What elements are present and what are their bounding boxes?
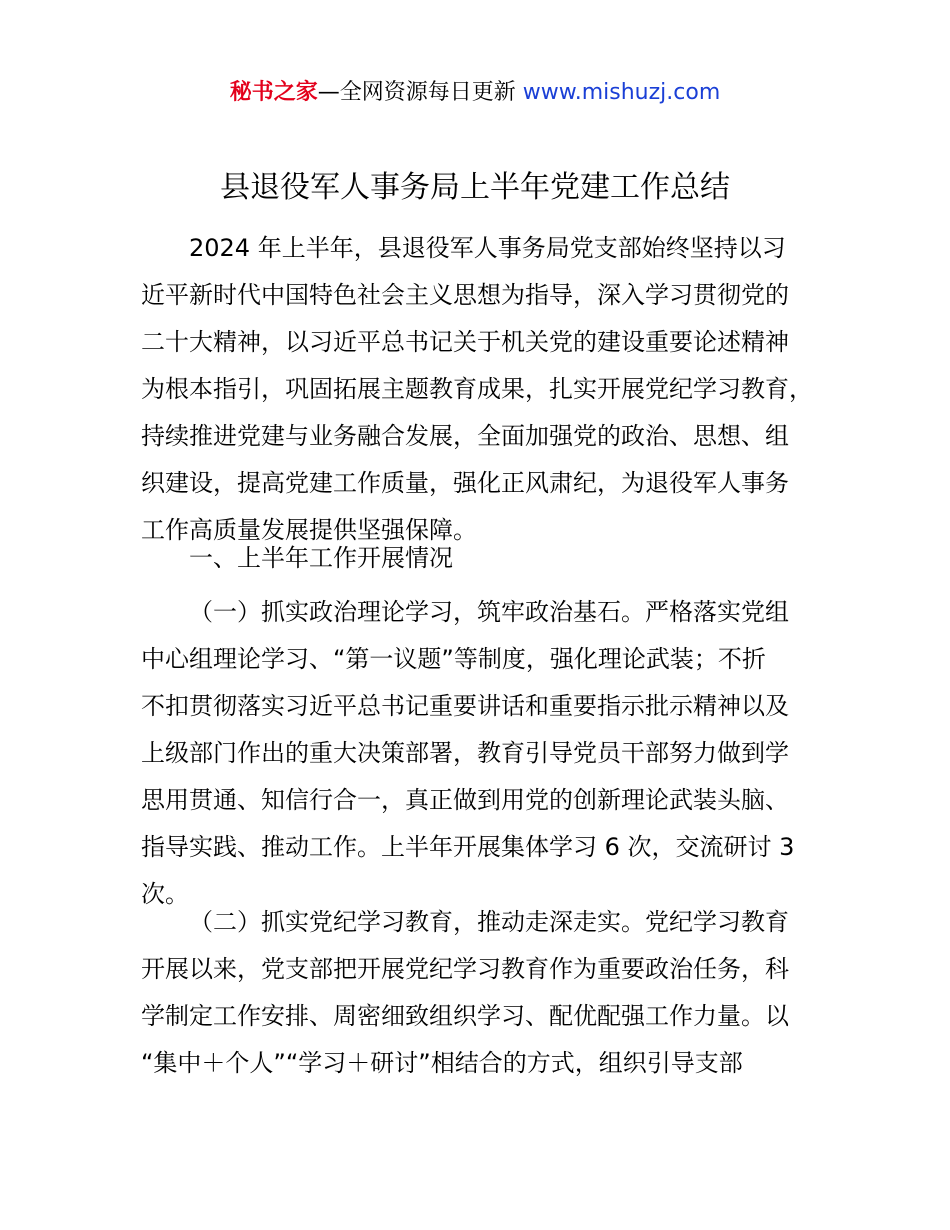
paragraph-line: 开展以来，党支部把开展党纪学习教育作为重要政治任务，科 [141,955,789,983]
site-url-link[interactable]: www.mishuzj.com [522,80,721,105]
site-header [0,76,950,110]
paragraph-line: 持续推进党建与业务融合发展，全面加强党的政治、思想、组 [141,422,789,450]
paragraph-line: 指导实践、推动工作。上半年开展集体学习 6 次，交流研讨 3 [141,833,795,861]
site-tagline: —全网资源每日更新 [317,80,523,105]
document-title: 县退役军人事务局上半年党建工作总结 [220,170,730,205]
paragraph-line: 不扣贯彻落实习近平总书记重要讲话和重要指示批示精神以及 [141,692,789,720]
paragraph-line: （一）抓实政治理论学习，筑牢政治基石。严格落实党组 [189,598,789,626]
paragraph-line: 上级部门作出的重大决策部署，教育引导党员干部努力做到学 [141,739,789,767]
paragraph-line: “集中＋个人”“学习＋研讨”相结合的方式，组织引导支部 [141,1049,743,1077]
section-two-body [141,902,831,1090]
paragraph-line: 二十大精神，以习近平总书记关于机关党的建设重要论述精神 [141,328,789,356]
document-body [141,228,831,557]
paragraph-line: （二）抓实党纪学习教育，推动走深走实。党纪学习教育 [189,908,789,936]
paragraph-line: 近平新时代中国特色社会主义思想为指导，深入学习贯彻党的 [141,281,789,309]
paragraph-line: 织建设，提高党建工作质量，强化正风肃纪，为退役军人事务 [141,469,789,497]
paragraph-line: 为根本指引，巩固拓展主题教育成果，扎实开展党纪学习教育， [141,375,813,403]
paragraph-line: 思用贯通、知信行合一，真正做到用党的创新理论武装头脑、 [141,786,789,814]
paragraph-line: 学制定工作安排、周密细致组织学习、配优配强工作力量。以 [141,1002,789,1030]
section-heading-block [141,538,831,585]
paragraph-line: 2024 年上半年，县退役军人事务局党支部始终坚持以习 [189,234,786,262]
section-heading: 一、上半年工作开展情况 [189,544,453,572]
paragraph-line: 中心组理论学习、“第一议题”等制度，强化理论武装；不折 [141,645,766,673]
paragraph-line: 次。 [141,880,189,908]
section-one-body [141,592,831,921]
site-brand: 秘书之家 [229,80,318,105]
paragraph-line: 工作高质量发展提供坚强保障。 [141,516,477,544]
